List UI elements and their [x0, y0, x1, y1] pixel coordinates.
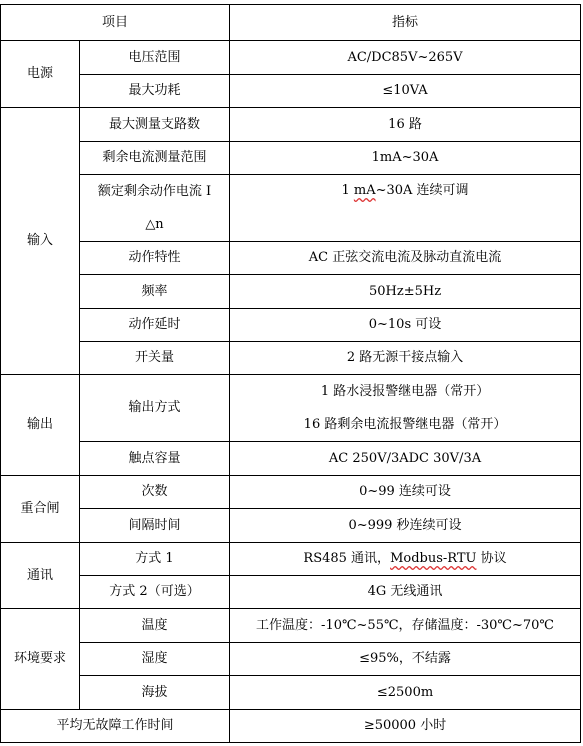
row-item: 海拔 — [80, 676, 230, 710]
row-item: 温度 — [80, 609, 230, 643]
group-output: 输出 — [1, 375, 80, 476]
table-row — [1, 342, 581, 375]
row-item: 方式 2（可选） — [80, 576, 230, 609]
value-line: 16 路剩余电流报警继电器（常开） — [303, 417, 507, 432]
row-value: 0~10s 可设 — [230, 309, 581, 342]
table-row — [1, 543, 581, 576]
table-row — [1, 643, 581, 676]
page-edge-mark — [271, 742, 315, 746]
table-row — [1, 175, 581, 242]
row-value — [230, 175, 581, 242]
table-row — [1, 442, 581, 476]
header-spec: 指标 — [230, 5, 581, 41]
row-value: ≤10VA — [230, 75, 581, 108]
row-item: 触点容量 — [80, 442, 230, 476]
row-item: 动作特性 — [80, 242, 230, 275]
row-item: 湿度 — [80, 643, 230, 676]
table-row — [1, 576, 581, 609]
value-text: RS485 通讯， — [303, 551, 391, 566]
row-item: 最大功耗 — [80, 75, 230, 108]
row-item: 间隔时间 — [80, 509, 230, 543]
header-item: 项目 — [1, 5, 230, 41]
spec-table — [0, 4, 581, 743]
table-row — [1, 275, 581, 309]
row-value: 16 路 — [230, 108, 581, 142]
row-value: 2 路无源干接点输入 — [230, 342, 581, 375]
row-item: 输出方式 — [80, 375, 230, 442]
table-row — [1, 509, 581, 543]
row-item: 剩余电流测量范围 — [80, 142, 230, 175]
value-text: ~30A 连续可调 — [375, 183, 469, 198]
row-value: AC 正弦交流电流及脉动直流电流 — [230, 242, 581, 275]
group-environment: 环境要求 — [1, 609, 80, 710]
mtbf-value: ≥50000 小时 — [230, 710, 581, 743]
table-row — [1, 41, 581, 75]
row-item-line: △n — [145, 217, 164, 232]
group-comm: 通讯 — [1, 543, 80, 609]
table-row — [1, 676, 581, 710]
table-row — [1, 108, 581, 142]
value-text: 1 — [341, 183, 354, 198]
row-item: 最大测量支路数 — [80, 108, 230, 142]
table-row — [1, 142, 581, 175]
row-item: 方式 1 — [80, 543, 230, 576]
value-line: 1 路水浸报警继电器（常开） — [320, 384, 490, 399]
mtbf-label: 平均无故障工作时间 — [1, 710, 230, 743]
row-value: 0~99 连续可设 — [230, 476, 581, 509]
group-reclose: 重合闸 — [1, 476, 80, 543]
row-item: 频率 — [80, 275, 230, 309]
value-text: 协议 — [476, 551, 507, 566]
row-item — [80, 175, 230, 242]
row-value: AC 250V/3ADC 30V/3A — [230, 442, 581, 476]
row-value — [230, 543, 581, 576]
value-underlined: Modbus-RTU — [390, 551, 477, 566]
row-value: 工作温度：-10℃~55℃，存储温度：-30℃~70℃ — [230, 609, 581, 643]
row-item: 动作延时 — [80, 309, 230, 342]
table-row — [1, 309, 581, 342]
table-row — [1, 609, 581, 643]
table-row — [1, 75, 581, 108]
group-input: 输入 — [1, 108, 80, 375]
row-value: ≤95%，不结露 — [230, 643, 581, 676]
row-item: 开关量 — [80, 342, 230, 375]
row-value: 1mA~30A — [230, 142, 581, 175]
row-item-line: 额定剩余动作电流 I — [97, 184, 212, 199]
row-item: 电压范围 — [80, 41, 230, 75]
table-row — [1, 710, 581, 743]
row-value: ≤2500m — [230, 676, 581, 710]
group-power: 电源 — [1, 41, 80, 108]
row-value: 4G 无线通讯 — [230, 576, 581, 609]
row-value — [230, 375, 581, 442]
table-row — [1, 375, 581, 442]
value-underlined: mA — [353, 183, 376, 198]
table-header-row — [1, 5, 581, 41]
table-row — [1, 476, 581, 509]
row-value: AC/DC85V~265V — [230, 41, 581, 75]
row-value: 50Hz±5Hz — [230, 275, 581, 309]
row-value: 0~999 秒连续可设 — [230, 509, 581, 543]
row-item: 次数 — [80, 476, 230, 509]
table-row — [1, 242, 581, 275]
